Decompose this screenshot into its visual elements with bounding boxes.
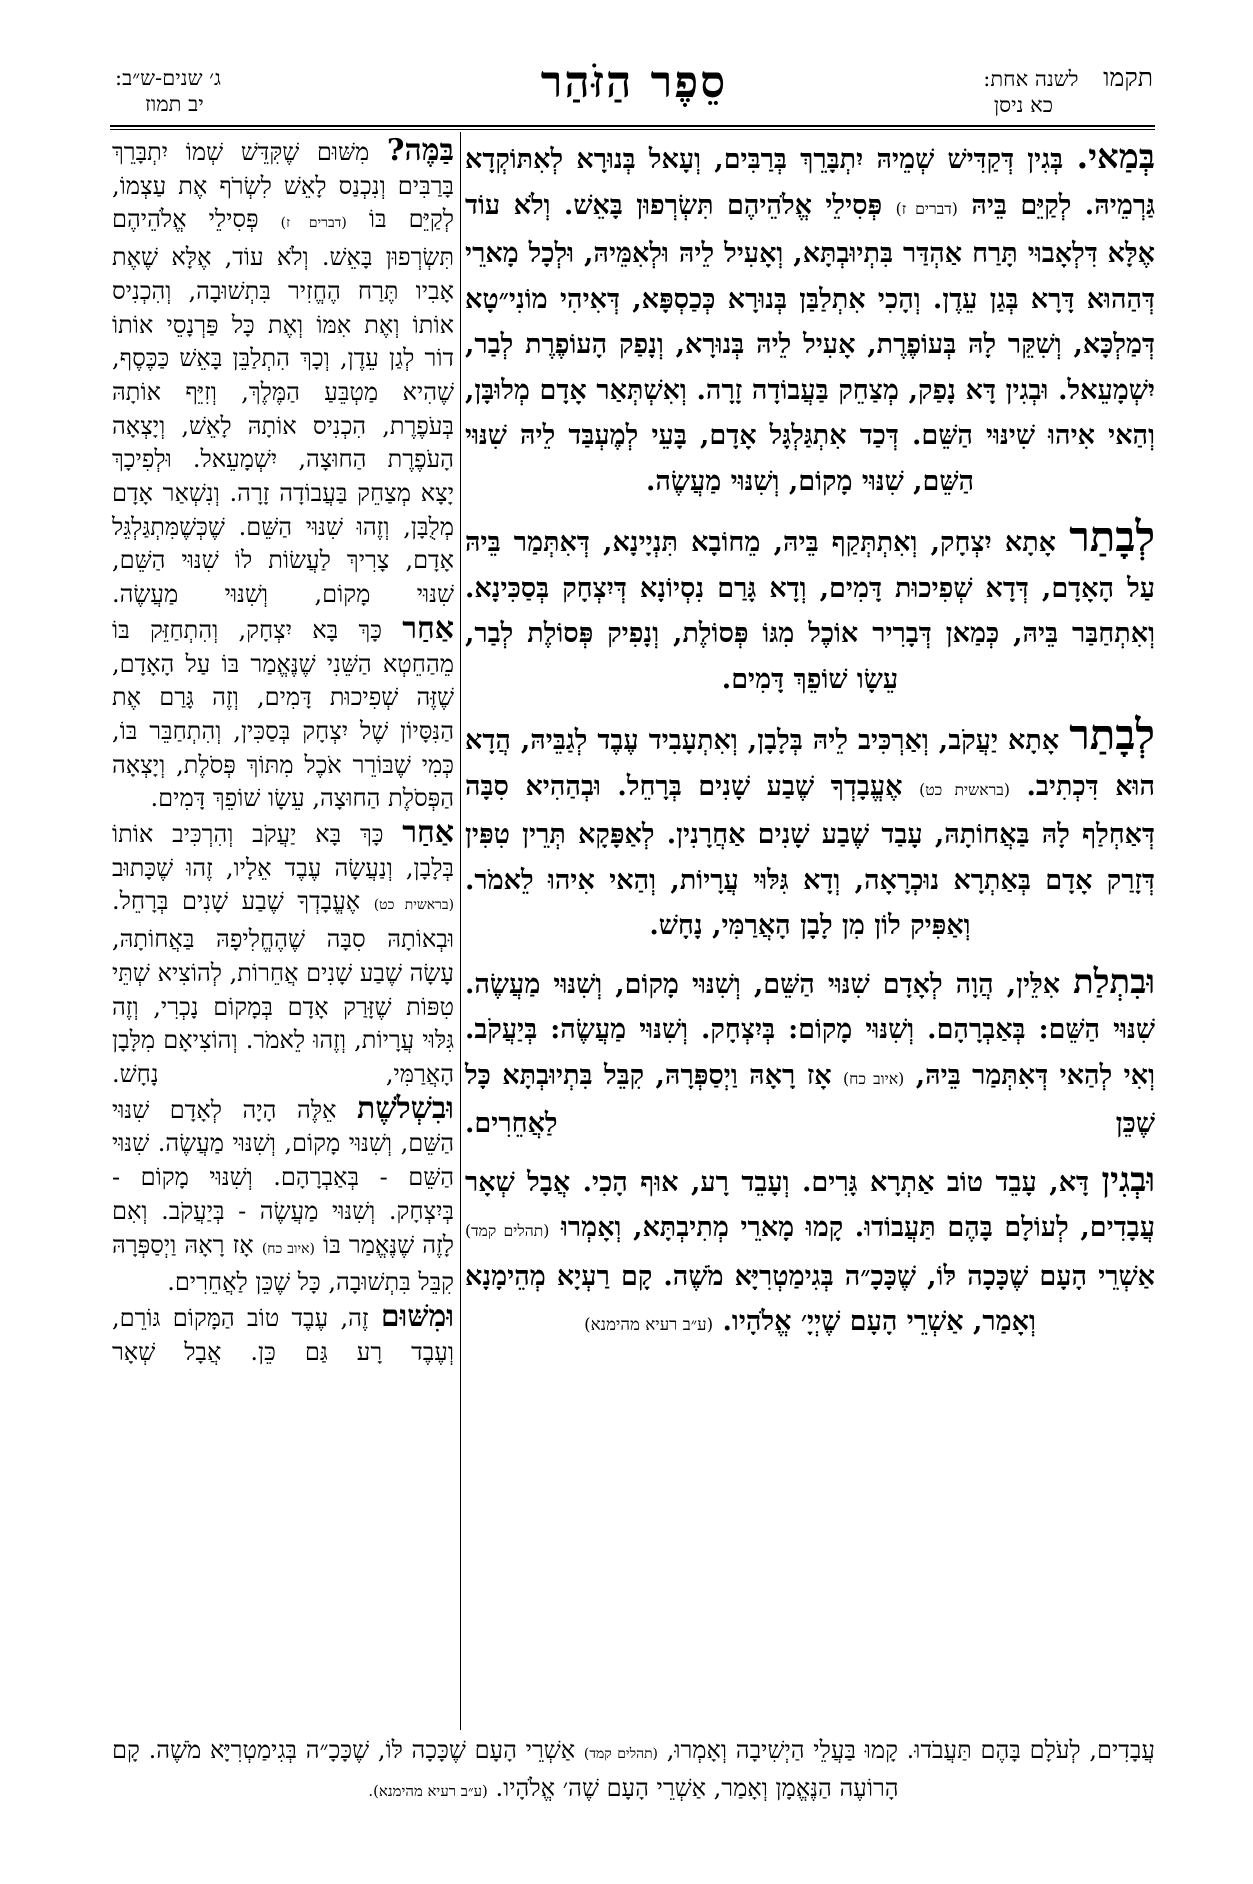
aramaic-paragraph (465, 514, 1155, 702)
paragraph-text: זֶה, עֶבֶד טוֹב הַמָּקוֹם גּוֹרֵם, וְעֶבֶד רָע גַּם כֵּן. אֲבָל שְׁאָר (112, 1303, 454, 1366)
paragraph-lead-word: וּבִשְׁלֹשֶׁת (357, 1090, 454, 1126)
paragraph-lead-word: אַחַר (402, 610, 454, 646)
header-left (115, 65, 221, 117)
verse-reference: (תהלים קמד) (583, 1746, 658, 1762)
paragraph-text: אִלֵּין, הֲוָה לְאָדָם שִׁנּוּי הַשֵּׁם, וְשִׁנּוּי מָקוֹם, וְשִׁנּוּי מַעֲשֶׂה. שִׁנּוּי הַשֵּׁם: בְּאַבְרָהָם. וְשִׁנּוּי מָקוֹם: בְּיִצְחָק. וְשִׁנּוּי מַעֲשֶׂה: בְּיַעֲקֹב. וְאִי לְהַאי דְּאִתְּמַר בֵּיהּ, (465, 968, 1155, 1091)
verse-reference: (איוב כח) (843, 1068, 905, 1088)
book-title: סֵפֶר הַזֹּהַר (540, 57, 728, 108)
paragraph-text: דָּא, עָבֵד טוֹב אַתְרָא גָּרִים. וְעָבֵד רָע, אוּף הָכִי. אֲבָל שְׁאָר עֲבָדִים, לְעוֹלָם בָּהֶם תַּעֲבוֹדוּ. קָמוּ מָארֵי מְתִיבְתָּא, וְאָמְרוּ (465, 1166, 1155, 1243)
header-rule-thin (110, 129, 1155, 130)
paragraph-text: עֲבָדִים, לְעֹלָם בָּהֶם תַּעֲבֹדוּ. קָמוּ בַּעֲלֵי הַיְשִׁיבָה וְאָמְרוּ, (666, 1736, 1155, 1764)
hebrew-paragraph (112, 134, 454, 612)
header-rule (110, 125, 1155, 127)
paragraph-lead-word: וּמִשּׁוּם (380, 1298, 455, 1334)
schedule-three-years: ג׳ שנים-ש״ב: (115, 66, 221, 90)
paragraph-lead-word: וּבְגִין (1101, 1158, 1155, 1199)
verse-reference: (תהלים קמד) (465, 1221, 550, 1240)
hebrew-paragraph (112, 1300, 454, 1369)
paragraph-text: אֶעֱבָדְךָ שֶׁבַע שָׁנִים בְּרָחֵל. וּבְאוֹתָהּ סִבָּה שֶׁהֶחֱלִיפָהּ בַּאֲחוֹתָהּ, עָשָׂה שֶׁבַע שָׁנִים אֲחֵרוֹת, לְהוֹצִיא שְׁתֵּי טִפּוֹת שֶׁזָּרַק אָדָם בְּמָקוֹם נָכְרִי, וְזֶה גִּלּוּי עֲרָיוֹת, וְזֶהוּ לֵאמֹר. וְהוֹצִיאָם מִלָּבָן הָאֲרַמִּי, נָחָשׁ. (112, 887, 454, 1088)
section-end-marker: (ע״ב רעיא מהימנא). (368, 1782, 488, 1800)
paragraph-lead-word: לְבָתַר (1069, 512, 1156, 561)
paragraph-text: אַשְׁרֵי הָעָם שֶׁכָּכָה לּוֹ, שֶׁכָּכָ״ה בְּגִימַטְרִיָּא מֹשֶׁה. קָם רַעְיָא מְהֵימָנָא וְאָמַר, אַשְׁרֵי הָעָם שֶׁיְיָ׳ אֱלֹהָיו. (465, 1260, 1155, 1337)
aramaic-paragraph (465, 134, 1155, 504)
section-end-marker: (ע״ב רעיא מהימנא) (584, 1314, 714, 1334)
paragraph-text: אֵלֶּה הָיָה לְאָדָם שִׁנּוּי הַשֵּׁם, וְשִׁנּוּי מָקוֹם, וְשִׁנּוּי מַעֲשֶׂה. שִׁנּוּי הַשֵּׁם - בְּאַבְרָהָם. וְשִׁנּוּי מָקוֹם - בְּיִצְחָק. וְשִׁנּוּי מַעֲשֶׂה - בְּיַעֲקֹב. וְאִם לָזֶה שֶׁנֶּאֱמַר בּוֹ (112, 1095, 454, 1259)
paragraph-text: כָּךְ בָּא יַעֲקֹב וְהִרְכִּיב אוֹתוֹ בְּלָבָן, וְנַעֲשָׂה עֶבֶד אֵלָיו, זֶהוּ שֶׁכָּתוּב (112, 820, 454, 882)
verse-reference: (בראשית כט) (919, 779, 1010, 799)
hebrew-paragraph (112, 1092, 454, 1300)
aramaic-paragraph (465, 712, 1155, 949)
paragraph-text: אָז רָאָהּ וַיְסַפְּרָהּ, קִבֵּל בִּתְיוּבְתָּא כָּל שֶׁכֵּן לַאֲחֵרִים. (465, 1059, 1155, 1139)
paragraph-text: אָתָא יִצְחָק, וְאִתְתְּקַף בֵּיהּ, מֵחוֹבָא תִּנְיָינָא, דְּאִתְּמַר בֵּיהּ עַל הָאָדָם, דְּדָא שְׁפִיכוּת דָּמִים, וְדָא גָּרַם נִסְיוֹנָא דְּיִצְחָק בְּסַכִּינָא. וְאִתְחַבַּר בֵּיהּ, כְּמַאן דְּבָרִיר אוֹכֶל מִגּוֹ פְּסוֹלֶת, וְנָפִיק פְּסוֹלֶת לְבַר, עֵשָׂו שׁוֹפֵךְ דָּמִים. (465, 527, 1155, 695)
schedule-one-year-date: כא ניסן (993, 93, 1053, 117)
schedule-three-years-date: יב תמוז (145, 92, 204, 116)
aramaic-paragraph (465, 959, 1155, 1147)
paragraph-text: מִשּׁוּם שֶׁקִּדֵּשׁ שְׁמוֹ יִתְבָּרֵךְ בָּרַבִּים וְנִכְנַס לָאֵשׁ לִשְׂרֹף אֶת עַצְמוֹ, לְקַיֵּם בּוֹ (112, 138, 454, 234)
verse-reference: (דברים ז) (895, 198, 958, 218)
paragraph-lead-word: וּבִתְלַת (1073, 960, 1156, 1001)
paragraph-lead-word: בַּמֶּה? (386, 133, 454, 168)
verse-reference: (דברים ז) (280, 215, 347, 232)
paragraph-text: אָז רָאָהּ וַיְסַפְּרָהּ קִבֵּל בִּתְשׁוּבָה, כָּל שֶׁכֵּן לַאֲחֵרִים. (112, 1230, 454, 1297)
column-divider (460, 132, 461, 1730)
verse-reference: (איוב כח) (261, 1240, 315, 1257)
paragraph-text: פְּסִילֵי אֱלֹהֵיהֶם תִּשְׂרְפוּן בָּאֵשׁ. וְלֹא עוֹד, אֶלָּא שֶׁאֶת אָבִיו תֶּרַח הֶחֱזִיר בִּתְשׁוּבָה, וְהִכְנִיס אוֹתוֹ וְאֶת אִמּוֹ וְאֶת כָּל פַּרְנָסֵי אוֹתוֹ דוֹר לְגַן עֵדֶן, וְכָךְ הִתְלַבֵּן בָּאֵשׁ כַּכֶּסֶף, שֶׁהִיא מַטְבֵּעַ הַמֶּלֶךְ, וְזִיֵּף אוֹתָהּ בְּעֹפֶרֶת, הִכְנִיס אוֹתָהּ לָאֵשׁ, וְיָצְאָה הָעֹפֶרֶת הַחוּצָה, יִשְׁמָעֵאל. וּלְפִיכָךְ יָצָא מְצַחֵק בַּעֲבוֹדָה זָרָה. וְנִשְׁאַר אָדָם מְלֻבָּן, וְזֶהוּ שִׁנּוּי הַשֵּׁם. שֶׁכְּשֶׁמִּתְגַּלְגֵּל אָדָם, צָרִיךְ לַעֲשׂוֹת לוֹ שִׁנּוּי הַשֵּׁם, שִׁנּוּי מָקוֹם, וְשִׁנּוּי מַעֲשֶׂה. (112, 205, 454, 609)
paragraph-text: פְּסִילֵי אֱלֹהֵיהֶם תִּשְׂרְפוּן בָּאֵשׁ. וְלֹא עוֹד אֶלָּא דִּלְאָבוּי תָּרַח אַהְדַּר בִּתְיוּבְתָּא, וְאָעִיל לֵיהּ וּלְאִמֵּיהּ, וּלְכָל מָארֵי דְּהַהוּא דָּרָא בְּגַן עֵדֶן. וְהָכִי אִתְלַבַּן בְּנוּרָא כְּכַסְפָּא, דְּאִיהִי מוֹנִי״טָא דְּמַלְכָּא, וְשִׁקֵּר לָהּ בְּעוֹפֶרֶת, אָעִיל לֵיהּ בְּנוּרָא, וְנָפַק הָעוֹפֶרֶת לְבַר, יִשְׁמָעֵאל. וּבְגִין דָּא נָפַק, מְצַחֵק בַּעֲבוֹדָה זָרָה. וְאִשְׁתְּאַר אָדָם מְלוּבָּן, וְהַאי אִיהוּ שִׁינּוּי הַשֵּׁם. דְּכַד אִתְגַּלְגָּל אָדָם, בָּעֵי לְמֶעְבַּד לֵיהּ שִׁנּוּי הַשֵּׁם, שִׁנּוּי מָקוֹם, וְשִׁנּוּי מַעֲשֶׂה. (465, 189, 1155, 497)
aramaic-column (465, 134, 1155, 1358)
paragraph-text: אַשְׁרֵי הָעָם שֶׁכָּכָה לּוֹ, שֶׁכָּכָ״ה בְּגִימַטְרִיָּא מֹשֶׁה. קָם הָרוֹעֶה הַנֶּאֱמָן וְאָמַר, אַשְׁרֵי הָעָם שֶׁה׳ אֱלֹהָיו. (112, 1736, 899, 1802)
page-number: תקמו (1103, 63, 1153, 92)
verse-reference: (בראשית כט) (373, 897, 454, 914)
bottom-continuation (112, 1733, 1155, 1808)
hebrew-column (112, 134, 454, 1369)
paragraph-lead-word: אַחַר (402, 815, 454, 851)
paragraph-text: אָתָא יַעֲקֹב, וְאַרְכִּיב לֵיהּ בְּלָבָן, וְאִתְעָבִיד עֶבֶד לְגַבֵּיהּ, הֲדָא הוּא דִּכְתִיב. (465, 725, 1155, 802)
paragraph-lead-word: בְּמַאי. (1076, 136, 1155, 176)
aramaic-paragraph (465, 1157, 1155, 1348)
hebrew-paragraph (112, 816, 454, 1092)
hebrew-paragraph (112, 612, 454, 816)
paragraph-text: כָּךְ בָּא יִצְחָק, וְהִתְחַזֵּק בּוֹ מֵהַחֵטְא הַשֵּׁנִי שֶׁנֶּאֱמַר בּוֹ עַל הָאָדָם, שֶׁזֶּה שְׁפִיכוּת דָּמִים, וְזֶה גָּרַם אֶת הַנִּסָּיוֹן שֶׁל יִצְחָק בְּסַכִּין, וְהִתְחַבֵּר בּוֹ, כְּמִי שֶׁבּוֹרֵר אֹכֶל מִתּוֹךְ פְּסֹלֶת, וְיָצְאָה הַפְּסֹלֶת הַחוּצָה, עֵשָׂו שׁוֹפֵךְ דָּמִים. (112, 615, 454, 813)
paragraph-text: בְּגִין דְּקַדִּישׁ שְׁמֵיהּ יִתְבָּרֵךְ בְּרַבִּים, וְעָאל בְּנוּרָא לְאִתּוֹקְדָא גַּרְמֵיהּ. לְקַיֵּם בֵּיהּ (465, 144, 1155, 221)
paragraph-lead-word: לְבָתַר (1069, 710, 1155, 759)
schedule-one-year: לשנה אחת: (983, 67, 1079, 91)
paragraph-text: אֶעֱבָדְךָ שֶׁבַע שָׁנִים בְּרָחֵל. וּבְהַהִיא סִבָּה דְּאַחְלַף לָהּ בַּאֲחוֹתָהּ, עָבַד שֶׁבַע שָׁנִים אַחֲרָנִין. לְאַפָּקָא תְּרֵין טִפִּין דְּזָרַק אָדָם בְּאַתְרָא נוּכְרָאָה, וְדָא גִּלּוּי עֲרָיוֹת, וְהַאי אִיהוּ לֵאמֹר. וְאַפִּיק לוֹן מִן לָבָן הָאֲרַמִּי, נָחָשׁ. (465, 770, 1155, 941)
page-header (115, 55, 1153, 127)
